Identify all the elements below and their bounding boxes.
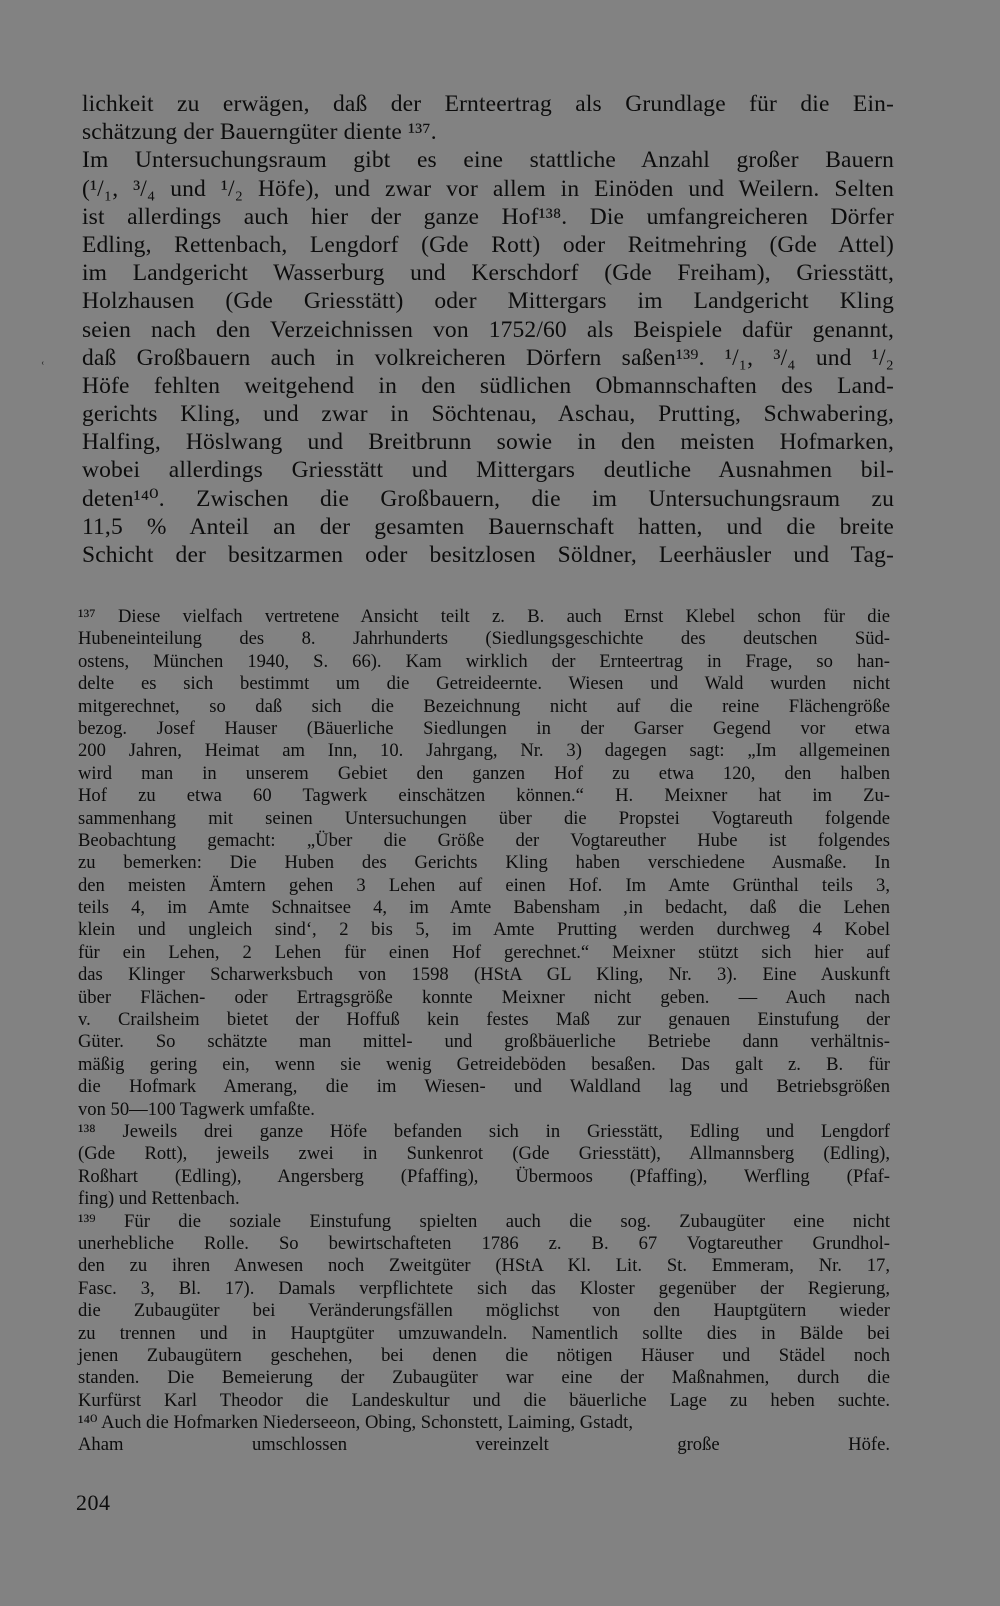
footnote-line: Kurfürst Karl Theodor die Landeskultur und die bäuerliche Lage zu heben suchte. (78, 1389, 890, 1411)
footnote-line: über Flächen- oder Ertragsgröße konnte Meixner nicht geben. — Auch nach (78, 986, 890, 1008)
text-line: seien nach den Verzeichnissen von 1752/60 als Beispiele dafür genannt, (82, 316, 894, 343)
footnote-line: den zu ihren Anwesen noch Zweitgüter (HStA Kl. Lit. St. Emmeram, Nr. 17, (78, 1255, 890, 1277)
footnote-line: jenen Zubaugütern geschehen, bei denen die nötigen Häuser und Städel noch (78, 1344, 890, 1366)
text-line: deten¹⁴⁰. Zwischen die Großbauern, die im Untersuchungsraum zu (82, 485, 894, 512)
footnote-line: ostens, München 1940, S. 66). Kam wirklich der Ernteertrag in Frage, so han- (78, 650, 890, 672)
footnote-line: 200 Jahren, Heimat am Inn, 10. Jahrgang, Nr. 3) dagegen sagt: „Im allgemeinen (78, 740, 890, 762)
text-line: schätzung der Bauerngüter diente ¹³⁷. (82, 119, 437, 146)
footnote-line: wird man in unserem Gebiet den ganzen Hof zu etwa 120, den halben (78, 762, 890, 784)
text-line: Halfing, Höslwang und Breitbrunn sowie in den meisten Hofmarken, (82, 429, 894, 456)
text-line: lichkeit zu erwägen, daß der Ernteertrag als Grundlage für die Ein- (82, 91, 894, 117)
footnote-line: Hof zu etwa 60 Tagwerk einschätzen können.“ H. Meixner hat im Zu- (78, 785, 890, 807)
footnote-line: sammenhang mit seinen Untersuchungen über die Propstei Vogtareuth folgende (78, 807, 890, 829)
footnote-line: fing) und Rettenbach. (78, 1188, 240, 1210)
footnote-line: bezog. Josef Hauser (Bäuerliche Siedlungen in der Garser Gegend vor etwa (78, 717, 890, 739)
page-number: 204 (76, 1490, 111, 1515)
footnotes (78, 606, 890, 1457)
footnote-line: Güter. So schätzte man mittel- und großbäuerliche Betriebe dann verhältnis- (78, 1031, 890, 1053)
footnote-line: den meisten Ämtern gehen 3 Lehen auf einen Hof. Im Amte Grünthal teils 3, (78, 874, 890, 896)
text-line: gerichts Kling, und zwar in Söchtenau, Aschau, Prutting, Schwabering, (82, 401, 894, 428)
footnote-line: das Klinger Scharwerksbuch von 1598 (HStA GL Kling, Nr. 3). Eine Auskunft (78, 964, 890, 986)
footnote-line: die Zubaugüter bei Veränderungsfällen möglichst von den Hauptgütern wieder (78, 1300, 890, 1322)
footnote-line: mäßig gering ein, wenn sie wenig Getreideböden besaßen. Das galt z. B. für (78, 1053, 890, 1075)
text-line: daß Großbauern auch in volkreicheren Dörfern saßen¹³⁹. ¹/₁, ³/₄ und ¹/₂ (82, 344, 894, 371)
footnote-line: Fasc. 3, Bl. 17). Damals verpflichtete sich das Kloster gegenüber der Regierung, (78, 1277, 890, 1299)
main-text (82, 90, 894, 569)
footnote-line: für ein Lehen, 2 Lehen für einen Hof gerechnet.“ Meixner stützt sich hier auf (78, 941, 890, 963)
footnote-line: ¹³⁸ Jeweils drei ganze Höfe befanden sich in Griesstätt, Edling und Lengdorf (78, 1120, 890, 1142)
footnote-line: zu trennen und in Hauptgüter umzuwandeln. Namentlich sollte dies in Bälde bei (78, 1322, 890, 1344)
text-line: Höfe fehlten weitgehend in den südlichen Obmannschaften des Land- (82, 372, 894, 399)
footnote-line: teils 4, im Amte Schnaitsee 4, im Amte Babensham ‚in bedacht, daß die Lehen (78, 897, 890, 919)
footnote-line: Beobachtung gemacht: „Über die Größe der Vogtareuther Hube ist folgendes (78, 829, 890, 851)
text-line: Schicht der besitzarmen oder besitzlosen Söldner, Leerhäusler und Tag- (82, 542, 894, 568)
text-line: wobei allerdings Griesstätt und Mittergars deutliche Ausnahmen bil- (82, 457, 894, 484)
text-line: Holzhausen (Gde Griesstätt) oder Mittergars im Landgericht Kling (82, 288, 894, 315)
text-line: Edling, Rettenbach, Lengdorf (Gde Rott) oder Reitmehring (Gde Attel) (82, 231, 894, 258)
footnote-line: die Hofmark Amerang, die im Wiesen- und Waldland lag und Betriebsgrößen (78, 1076, 890, 1098)
footnote-line: ¹³⁹ Für die soziale Einstufung spielten auch die sog. Zubaugüter eine nicht (78, 1210, 890, 1232)
footnote-line: unerhebliche Rolle. So bewirtschafteten 1786 z. B. 67 Vogtareuther Grundhol- (78, 1232, 890, 1254)
footnote-line: ¹⁴⁰ Auch die Hofmarken Niederseeon, Obing, Schonstett, Laiming, Gstadt, (78, 1412, 633, 1434)
footnote-line: Roßhart (Edling), Angersberg (Pfaffing), Übermoos (Pfaffing), Werfling (Pfaf- (78, 1165, 890, 1187)
footnote-line: von 50—100 Tagwerk umfaßte. (78, 1098, 315, 1120)
footnote-line: mitgerechnet, so daß sich die Bezeichnung nicht auf die reine Flächengröße (78, 695, 890, 717)
footnote-line: (Gde Rott), jeweils zwei in Sunkenrot (Gde Griesstätt), Allmannsberg (Edling), (78, 1143, 890, 1165)
footnote-line: Hubeneinteilung des 8. Jahrhunderts (Siedlungsgeschichte des deutschen Süd- (78, 628, 890, 650)
text-line: im Landgericht Wasserburg und Kerschdorf (Gde Freiham), Griesstätt, (82, 260, 894, 287)
margin-mark: ʿ (40, 360, 46, 377)
text-line: (¹/₁, ³/₄ und ¹/₂ Höfe), und zwar vor allem in Einöden und Weilern. Selten (82, 175, 894, 202)
footnote-line: v. Crailsheim bietet der Hoffuß kein festes Maß zur genauen Einstufung der (78, 1009, 890, 1031)
footnote-line: standen. Die Bemeierung der Zubaugüter war eine der Maßnahmen, durch die (78, 1367, 890, 1389)
text-line: ist allerdings auch hier der ganze Hof¹³⁸. Die umfangreicheren Dörfer (82, 203, 894, 230)
footnote-line: ¹³⁷ Diese vielfach vertretene Ansicht teilt z. B. auch Ernst Klebel schon für die (78, 606, 890, 627)
footnote-line: Aham umschlossen vereinzelt große Höfe. (78, 1434, 890, 1456)
footnote-line: klein und ungleich sind‘, 2 bis 5, im Amte Prutting werden durchweg 4 Kobel (78, 919, 890, 941)
footnote-line: zu bemerken: Die Huben des Gerichts Kling haben verschiedene Ausmaße. In (78, 852, 890, 874)
text-line: 11,5 % Anteil an der gesamten Bauernschaft hatten, und die breite (82, 513, 894, 540)
text-line: Im Untersuchungsraum gibt es eine stattliche Anzahl großer Bauern (82, 147, 894, 174)
footnote-line: delte es sich bestimmt um die Getreideernte. Wiesen und Wald wurden nicht (78, 673, 890, 695)
